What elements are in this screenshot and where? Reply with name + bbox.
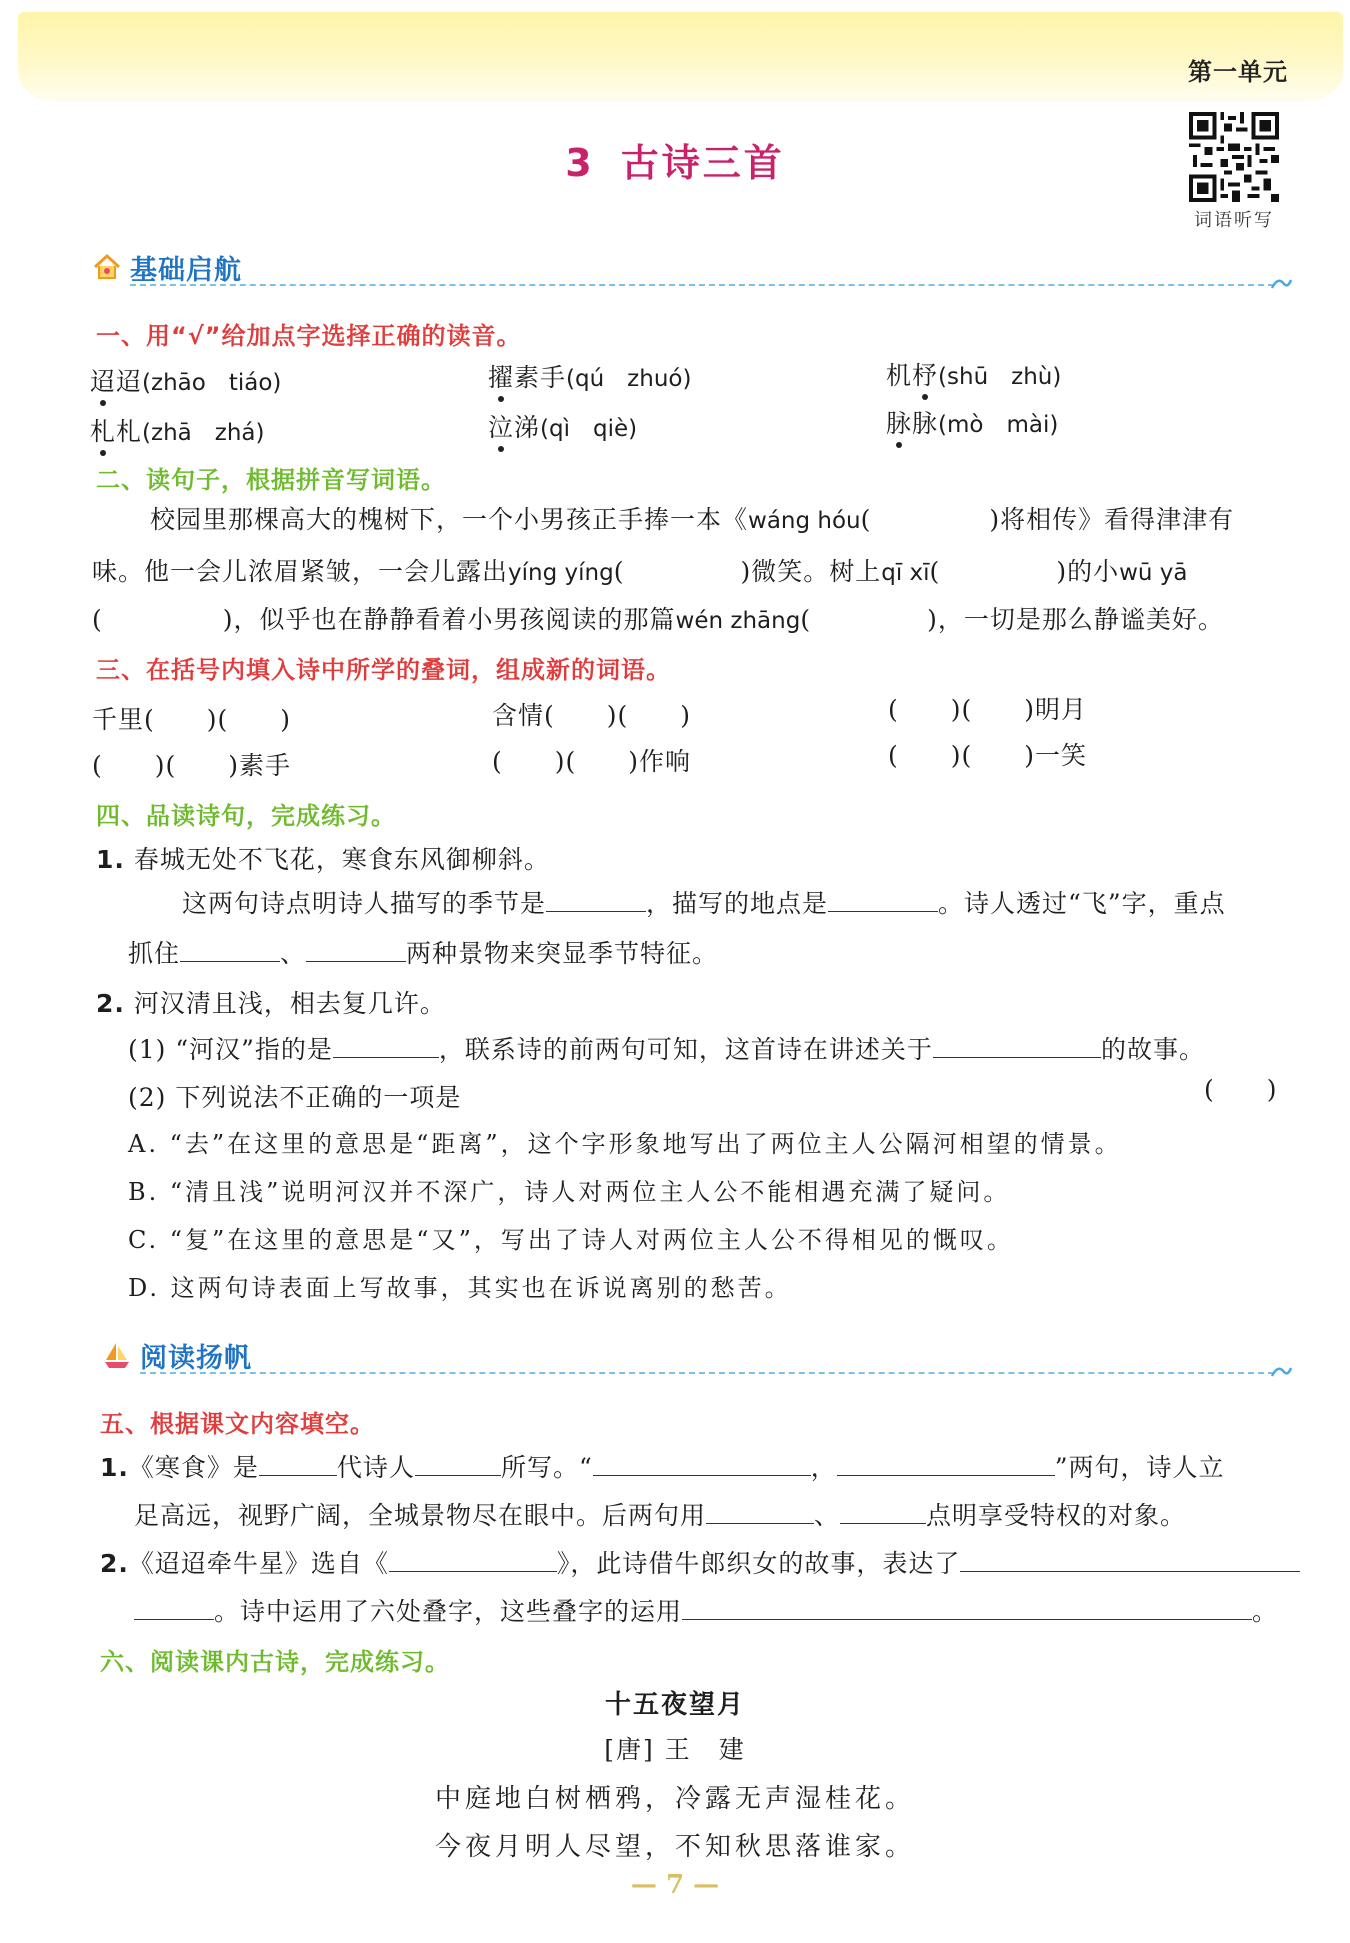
- q4-blank-place[interactable]: [828, 890, 938, 912]
- q5-blank-poet[interactable]: [415, 1454, 501, 1476]
- q4-blank-scene-1[interactable]: [180, 940, 280, 962]
- q1-item-2-dotted: 擢: [488, 358, 514, 394]
- section-divider: [130, 284, 1274, 286]
- q4-option-d[interactable]: D. 这两句诗表面上写故事，其实也在诉说离别的愁苦。: [128, 1274, 792, 1302]
- q5-blank-object-2[interactable]: [840, 1502, 926, 1524]
- q4-answer-paren[interactable]: ( ): [1204, 1075, 1278, 1104]
- q5-p2-line-2: 。诗中运用了六处叠字，这些叠字的运用 。: [134, 1592, 1278, 1628]
- q4-option-c[interactable]: C. “复”在这里的意思是“又”，写出了诗人对两位主人公不得相见的慨叹。: [128, 1226, 1014, 1254]
- qr-caption: 词语听写: [1194, 210, 1274, 231]
- lesson-title: [0, 132, 1350, 187]
- q4-heading: 四、品读诗句，完成练习。: [96, 802, 396, 830]
- poem-line-1: 中庭地白树栖鸦，冷露无声湿桂花。: [434, 1784, 915, 1814]
- q1-item-5[interactable]: 泣涕(qì qiè): [488, 408, 637, 444]
- poem-author: [唐] 王 建: [604, 1735, 746, 1764]
- q1-item-1-options: (zhāo tiáo): [142, 370, 282, 396]
- q2-line-1: 校园里那棵高大的槐树下，一个小男孩正手捧一本《wáng hóu( )将相传》看得津津有: [150, 505, 1235, 534]
- q2-pinyin-2: yíng yíng: [508, 560, 614, 586]
- q4-blank-season[interactable]: [546, 890, 646, 912]
- lesson-title-text: 古诗三首: [620, 141, 785, 185]
- q5-blank-feeling[interactable]: [960, 1550, 1300, 1572]
- lesson-number: 3: [565, 141, 595, 185]
- q4-poem-2: 2. 河汉清且浅，相去复几许。: [96, 989, 446, 1018]
- q3-heading: 三、在括号内填入诗中所学的叠词，组成新的词语。: [96, 656, 671, 684]
- q3-item-2[interactable]: 含情( )( ): [492, 701, 692, 730]
- q3-item-6[interactable]: ( )( )一笑: [888, 741, 1088, 770]
- sailboat-icon: [102, 1340, 132, 1370]
- q1-item-4-dotted: 札: [90, 412, 116, 448]
- q1-item-2-options: (qú zhuó): [566, 366, 692, 392]
- q3-item-1[interactable]: 千里( )( ): [92, 705, 292, 734]
- header-band: [18, 12, 1343, 102]
- q1-item-4-options: (zhā zhá): [142, 420, 265, 446]
- q5-blank-object-1[interactable]: [706, 1502, 814, 1524]
- q4-p2-sub-2: (2) 下列说法不正确的一项是: [128, 1083, 462, 1112]
- q4-option-a[interactable]: A. “去”在这里的意思是“距离”，这个字形象地写出了两位主人公隔河相望的情景。: [128, 1130, 1122, 1158]
- q5-p1-line-2: 足高远，视野广阔，全城景物尽在眼中。后两句用 、 点明享受特权的对象。: [134, 1501, 1187, 1530]
- q4-p1-line-2: 抓住 、 两种景物来突显季节特征。: [128, 939, 719, 968]
- q1-item-5-dotted: 泣: [488, 408, 514, 444]
- section-basics: [92, 248, 1292, 288]
- poem-title: 十五夜望月: [604, 1690, 745, 1720]
- wave-icon: [1270, 1362, 1292, 1380]
- q4-p1-line-1: 这两句诗点明诗人描写的季节是 ，描写的地点是 。诗人透过“飞”字，重点: [182, 889, 1226, 918]
- q3-item-3[interactable]: ( )( )明月: [888, 695, 1088, 724]
- unit-tag: 第一单元: [1188, 58, 1288, 86]
- q1-item-1-dotted: 迢: [90, 362, 116, 398]
- q1-item-3-options: (shū zhù): [938, 364, 1062, 390]
- q4-blank-scene-2[interactable]: [306, 940, 406, 962]
- q1-item-1[interactable]: 迢迢(zhāo tiáo): [90, 362, 281, 398]
- q4-blank-story[interactable]: [933, 1036, 1101, 1058]
- q4-p2-sub-1: (1) “河汉”指的是 ，联系诗的前两句可知，这首诗在讲述关于 的故事。: [128, 1035, 1205, 1064]
- q4-poem-1: 1. 春城无处不飞花，寒食东风御柳斜。: [96, 845, 550, 874]
- section-reading: [102, 1336, 1292, 1376]
- q1-item-6-dotted: 脉: [886, 404, 912, 440]
- q5-blank-effect[interactable]: [682, 1598, 1252, 1620]
- q5-p1-line-1: 1.《寒食》是 代诗人 所写。“ ， ”两句，诗人立: [100, 1453, 1225, 1482]
- page-number: — 7 —: [630, 1870, 720, 1900]
- section-divider: [140, 1372, 1274, 1374]
- q1-item-3-dotted: 杼: [912, 356, 938, 392]
- q2-line-2: 味。他一会儿浓眉紧皱，一会儿露出yíng yíng( )微笑。树上qī xī( )的小wū yā: [92, 557, 1188, 586]
- q5-blank-line-1[interactable]: [593, 1454, 811, 1476]
- q1-item-2[interactable]: 擢素手(qú zhuó): [488, 358, 691, 394]
- q1-item-6-options: (mò mài): [938, 412, 1059, 438]
- q1-item-3[interactable]: 机杼(shū zhù): [886, 356, 1061, 392]
- q2-pinyin-5: wén zhāng: [675, 608, 801, 634]
- q6-heading: 六、阅读课内古诗，完成练习。: [100, 1648, 450, 1676]
- q4-option-b[interactable]: B. “清且浅”说明河汉并不深广，诗人对两位主人公不能相遇充满了疑问。: [128, 1178, 1011, 1206]
- q5-blank-feeling-cont[interactable]: [134, 1598, 214, 1620]
- section-reading-label: 阅读扬帆: [140, 1343, 252, 1374]
- q4-blank-hehan[interactable]: [333, 1036, 439, 1058]
- wave-icon: [1270, 274, 1292, 292]
- house-icon: [92, 252, 122, 282]
- q3-item-4[interactable]: ( )( )素手: [92, 751, 292, 780]
- q5-blank-source[interactable]: [389, 1550, 557, 1572]
- poem-line-2: 今夜月明人尽望，不知秋思落谁家。: [434, 1832, 915, 1862]
- q5-blank-dynasty[interactable]: [259, 1454, 337, 1476]
- q5-heading: 五、根据课文内容填空。: [100, 1410, 375, 1438]
- q2-pinyin-1: wáng hóu: [748, 508, 861, 534]
- q1-item-6[interactable]: 脉脉(mò mài): [886, 404, 1058, 440]
- q5-p2-line-1: 2.《迢迢牵牛星》选自《 》，此诗借牛郎织女的故事，表达了: [100, 1544, 1300, 1580]
- q2-line-3: ( )，似乎也在静静看着小男孩阅读的那篇wén zhāng( )，一切是那么静谧美好。: [92, 605, 1224, 634]
- q2-pinyin-3: qī xī: [881, 560, 930, 586]
- q1-item-4[interactable]: 札札(zhā zhá): [90, 412, 264, 448]
- q2-pinyin-4: wū yā: [1119, 560, 1188, 586]
- q1-item-5-options: (qì qiè): [540, 416, 638, 442]
- q3-item-5[interactable]: ( )( )作响: [492, 747, 692, 776]
- q5-blank-line-2[interactable]: [837, 1454, 1055, 1476]
- section-basics-label: 基础启航: [130, 255, 242, 286]
- q1-heading: 一、用“√”给加点字选择正确的读音。: [96, 322, 522, 350]
- q2-heading: 二、读句子，根据拼音写词语。: [96, 466, 446, 494]
- qr-code-icon[interactable]: [1188, 112, 1280, 202]
